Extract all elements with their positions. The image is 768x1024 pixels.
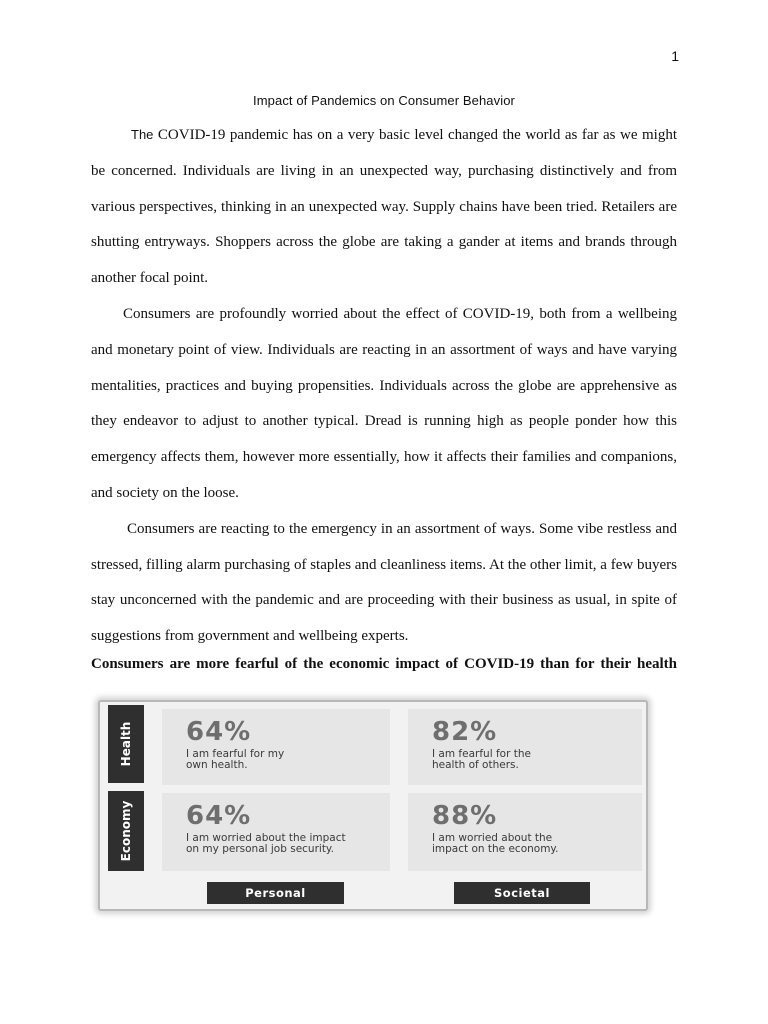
document-title: Impact of Pandemics on Consumer Behavior bbox=[253, 93, 515, 108]
stat-percentage: 64% bbox=[186, 801, 252, 831]
paragraph-2: Consumers are profoundly worried about the effect of COVID-19, both from a wellbeing and monetary point of view. Individuals are reacting in an assortment of ways and have varying mentalities, practices and buying propensities. Individuals across the globe are apprehensive as they endeavor to adjust to another typical. Dread is running high as people ponder how this emergency affects them, however more essentially, how it affects their families and companions, and society on the loose. bbox=[91, 305, 677, 501]
stat-economy-societal bbox=[408, 793, 642, 871]
row-label-economy bbox=[108, 791, 144, 871]
stat-economy-personal bbox=[162, 793, 390, 871]
paragraph-1 bbox=[91, 117, 677, 297]
stat-description: I am fearful for the health of others. bbox=[432, 748, 531, 771]
stat-health-personal bbox=[162, 709, 390, 785]
paragraph-3: Consumers are reacting to the emergency in an assortment of ways. Some vibe restless and stressed, filling alarm purchasing of staples and cleanliness items. At the other limit, a few buyers stay unconcerned with the pandemic and are proceeding with their business as usual, in spite of suggestions from government and wellbeing experts. bbox=[91, 520, 677, 645]
column-label-personal: Personal bbox=[207, 882, 344, 904]
stat-description: I am worried about the impact on the economy. bbox=[432, 832, 559, 855]
body-text bbox=[91, 117, 677, 655]
stat-percentage: 82% bbox=[432, 717, 498, 747]
stat-description: I am worried about the impact on my personal job security. bbox=[186, 832, 346, 855]
row-label-health-text: Health bbox=[119, 721, 133, 767]
stat-percentage: 88% bbox=[432, 801, 498, 831]
stat-percentage: 64% bbox=[186, 717, 252, 747]
paragraph-lead-word: The bbox=[131, 127, 154, 142]
section-heading: Consumers are more fearful of the economic impact of COVID-19 than for their health bbox=[91, 656, 677, 672]
column-label-societal: Societal bbox=[454, 882, 590, 904]
paragraph-text: COVID-19 pandemic has on a very basic level changed the world as far as we might be concerned. Individuals are living in an unexpected way, purchasing distinctively and from various perspectives, thinking in an unexpected way. Supply chains have been tried. Retailers are shutting entryways. Shoppers across the globe are taking a gander at items and brands through another focal point. bbox=[91, 127, 677, 287]
row-label-health bbox=[108, 705, 144, 783]
page-number: 1 bbox=[671, 48, 679, 64]
stat-health-societal bbox=[408, 709, 642, 785]
stat-description: I am fearful for my own health. bbox=[186, 748, 285, 771]
row-label-economy-text: Economy bbox=[119, 800, 133, 862]
survey-infographic bbox=[98, 700, 648, 911]
